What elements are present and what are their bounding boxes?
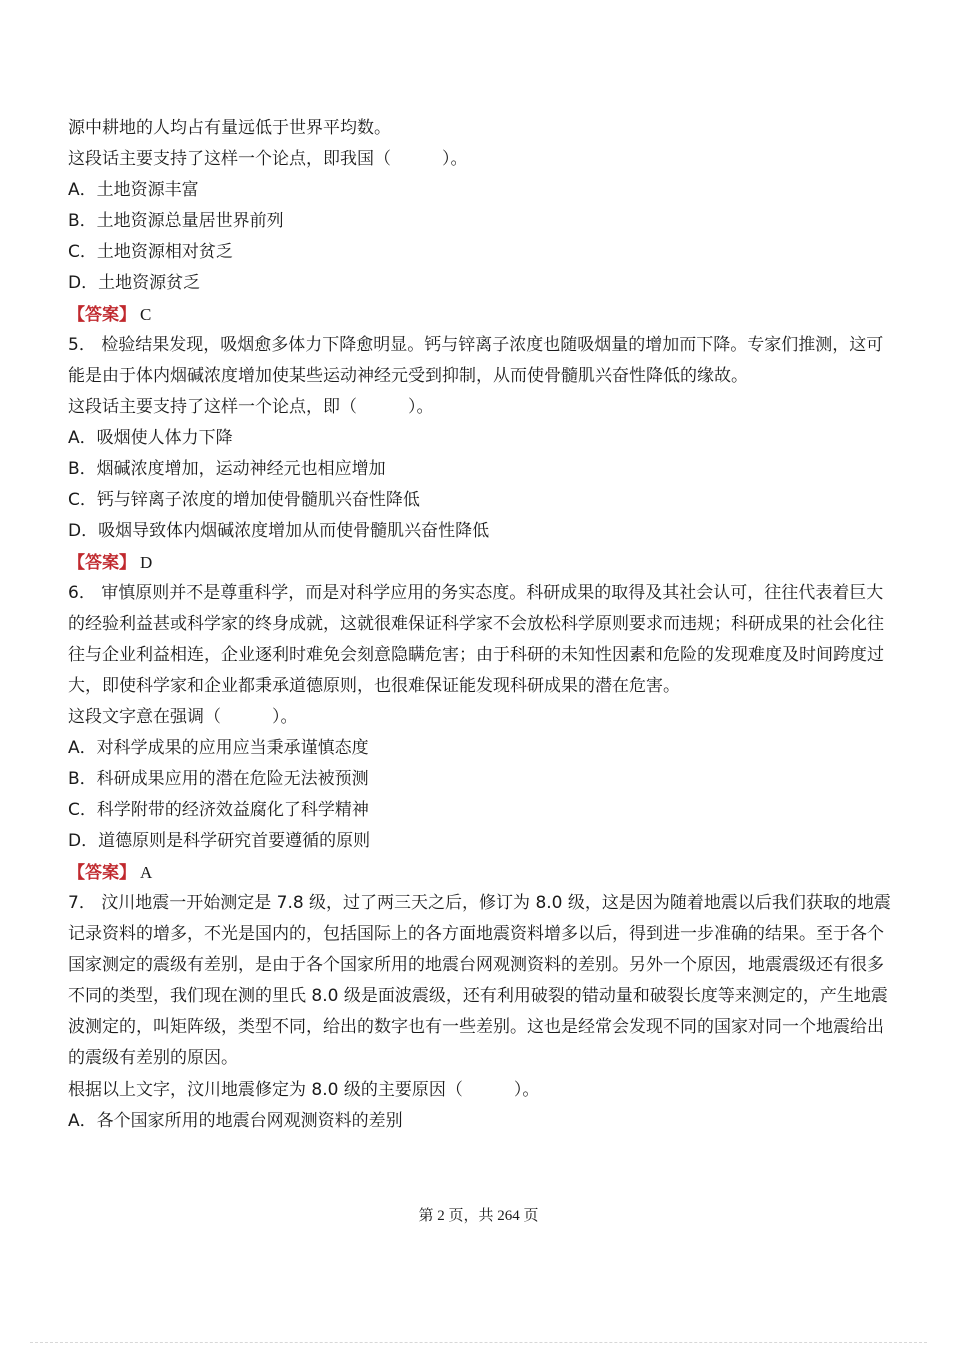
question-stem: 根据以上文字，汶川地震修定为 8.0 级的主要原因（ ）。: [68, 1080, 540, 1100]
answer-line: [68, 857, 930, 888]
text-line: 国家测定的震级有差别，是由于各个国家所用的地震台网观测资料的差别。另外一个原因，地震震级还有很多: [68, 955, 884, 975]
text-line: 的经验利益甚或科学家的终身成就，这就很难保证科学家不会放松科学原则要求而违规；科研成果的社会化往: [68, 614, 884, 634]
question-stem: 这段话主要支持了这样一个论点，即（ ）。: [68, 397, 434, 417]
answer-value: D: [140, 553, 153, 572]
answer-value: C: [140, 305, 152, 324]
answer-label: 【答案】: [68, 863, 136, 883]
option-c: C．土地资源相对贫乏: [68, 242, 233, 262]
answer-line: [68, 299, 930, 330]
answer-value: A: [140, 863, 153, 882]
text-line: 往与企业利益相连，企业逐利时难免会刻意隐瞒危害；由于科研的未知性因素和危险的发现难度及时间跨度过: [68, 645, 884, 665]
option-b: B．土地资源总量居世界前列: [68, 211, 284, 231]
option-b: B．烟碱浓度增加，运动神经元也相应增加: [68, 459, 386, 479]
text-line: 记录资料的增多，不光是国内的，包括国际上的各方面地震资料增多以后，得到进一步准确的结果。至于各个: [68, 924, 884, 944]
text-line: 大，即使科学家和企业都秉承道德原则，也很难保证能发现科研成果的潜在危害。: [68, 676, 680, 696]
option-a: A．对科学成果的应用应当秉承谨慎态度: [68, 738, 369, 758]
option-a: A．各个国家所用的地震台网观测资料的差别: [68, 1111, 403, 1131]
option-d: D．土地资源贫乏: [68, 273, 201, 293]
question-stem: 这段文字意在强调（ ）。: [68, 707, 298, 727]
answer-line: [68, 547, 930, 578]
option-a: A．吸烟使人体力下降: [68, 428, 233, 448]
question-stem: 这段话主要支持了这样一个论点，即我国（ ）。: [68, 149, 468, 169]
answer-label: 【答案】: [68, 553, 136, 573]
answer-label: 【答案】: [68, 305, 136, 325]
option-c: C．钙与锌离子浓度的增加使骨髓肌兴奋性降低: [68, 490, 420, 510]
text-line: 波测定的，叫矩阵级，类型不同，给出的数字也有一些差别。这也是经常会发现不同的国家对同一个地震给出: [68, 1017, 884, 1037]
option-d: D．道德原则是科学研究首要遵循的原则: [68, 831, 371, 851]
question-7-text: 7． 汶川地震一开始测定是 7.8 级，过了两三天之后，修订为 8.0 级，这是因为随着地震以后我们获取的地震: [68, 893, 891, 913]
option-a: A．土地资源丰富: [68, 180, 199, 200]
text-line: 能是由于体内烟碱浓度增加使某些运动神经元受到抑制，从而使骨髓肌兴奋性降低的缘故。: [68, 366, 748, 386]
text-line: 源中耕地的人均占有量远低于世界平均数。: [68, 118, 391, 138]
bottom-divider: [30, 1342, 927, 1343]
text-line: 不同的类型，我们现在测的里氏 8.0 级是面波震级，还有利用破裂的错动量和破裂长度等来测定的，产生地震: [68, 986, 888, 1006]
option-d: D．吸烟导致体内烟碱浓度增加从而使骨髓肌兴奋性降低: [68, 521, 490, 541]
option-b: B．科研成果应用的潜在危险无法被预测: [68, 769, 369, 789]
page-footer: 第 2 页，共 264 页: [418, 1208, 539, 1224]
question-5-text: 5． 检验结果发现，吸烟愈多体力下降愈明显。钙与锌离子浓度也随吸烟量的增加而下降。专家们推测，这可: [68, 335, 884, 355]
option-c: C．科学附带的经济效益腐化了科学精神: [68, 800, 369, 820]
question-6-text: 6． 审慎原则并不是尊重科学，而是对科学应用的务实态度。科研成果的取得及其社会认可，往往代表着巨大: [68, 583, 884, 603]
text-line: 的震级有差别的原因。: [68, 1048, 238, 1068]
